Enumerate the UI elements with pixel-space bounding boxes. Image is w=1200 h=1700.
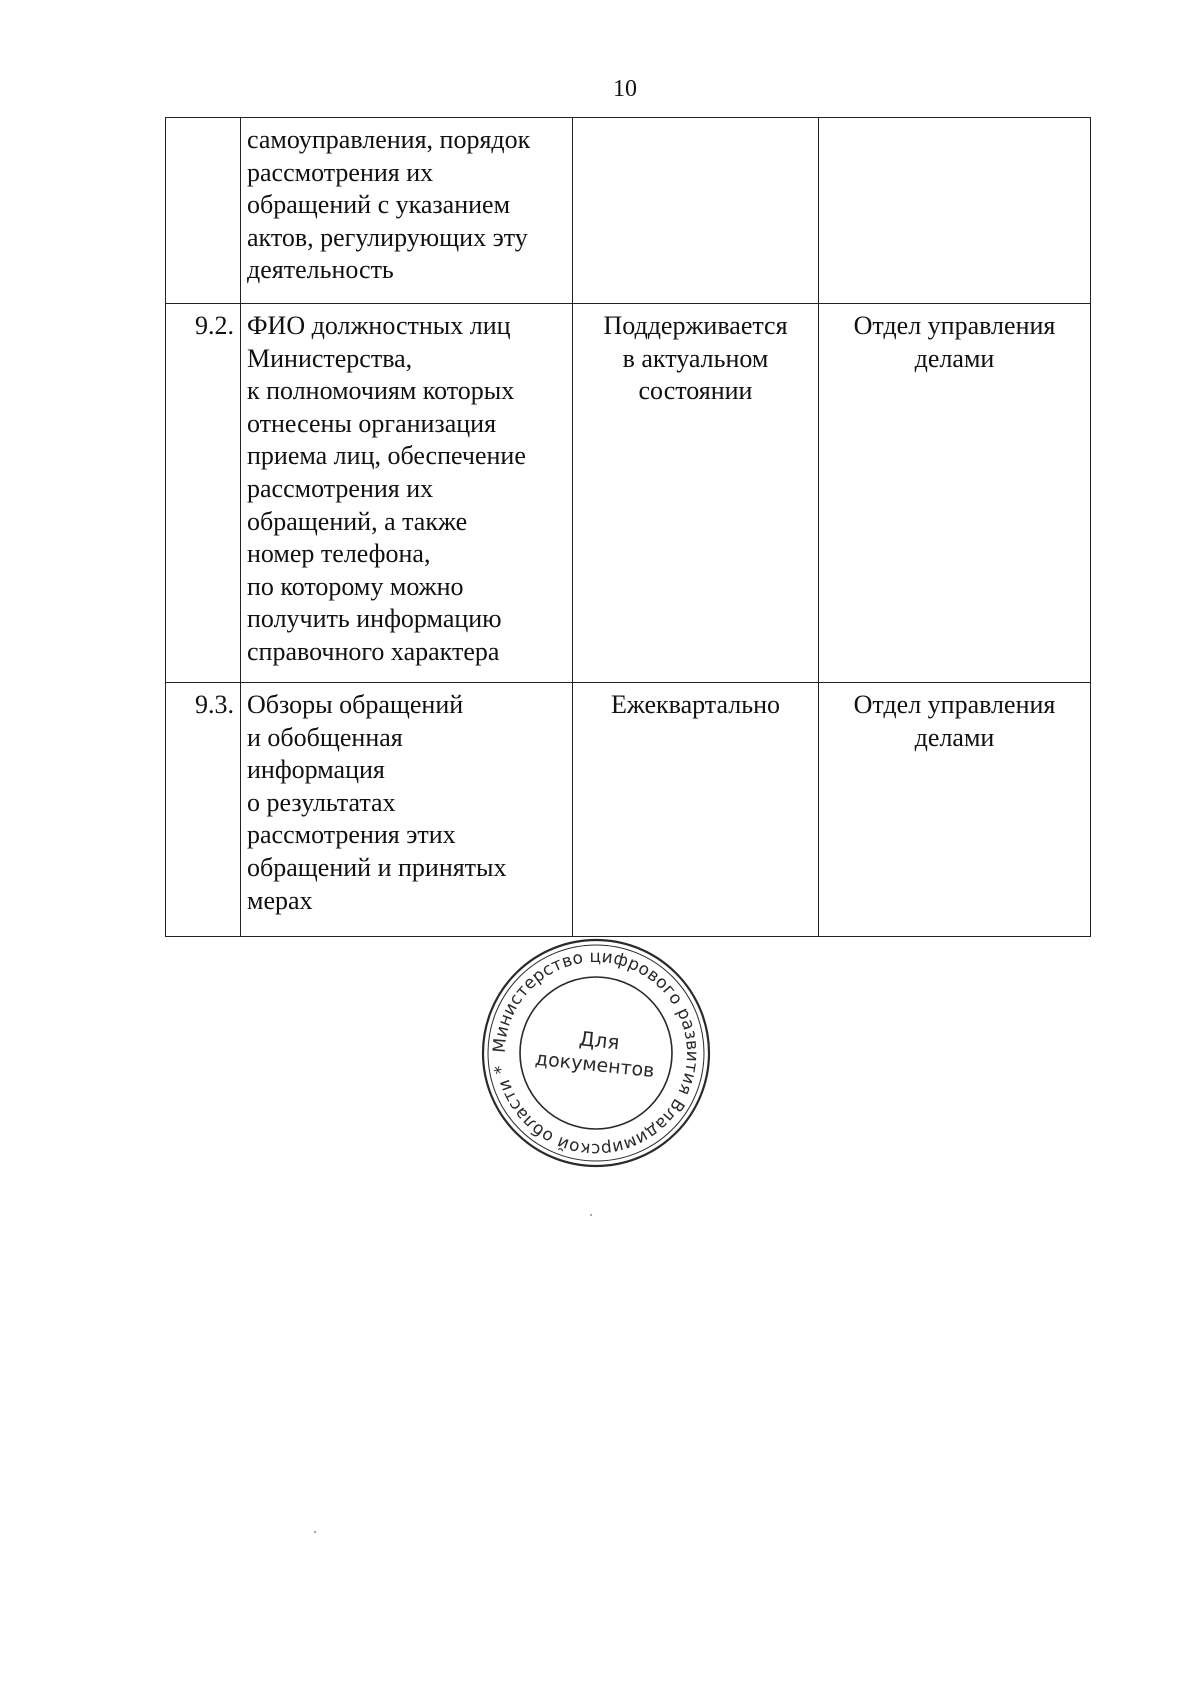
frequency-line: Поддерживается xyxy=(603,311,788,340)
responsible-cell xyxy=(819,118,1091,304)
content-line: самоуправления, порядок xyxy=(247,125,531,154)
frequency-cell xyxy=(573,683,819,937)
responsible-line: делами xyxy=(914,722,995,752)
row-number-cell: 9.2. xyxy=(166,304,241,683)
content-line: рассмотрения их xyxy=(247,473,434,503)
stamp-seal-icon xyxy=(480,937,712,1169)
content-line: к полномочиям которых xyxy=(247,376,515,406)
content-line: и обобщенная xyxy=(247,722,403,752)
content-line: Обзоры обращений xyxy=(247,690,464,719)
stamp-outer-ring xyxy=(483,940,709,1166)
content-line: о результатах xyxy=(247,787,396,817)
table-row xyxy=(166,683,1091,937)
content-line: рассмотрения их xyxy=(247,157,434,187)
page-number: 10 xyxy=(613,76,637,102)
stamp-center-line1: Для xyxy=(577,1026,621,1055)
scan-speck xyxy=(590,1214,592,1216)
content-line: мерах xyxy=(247,885,313,915)
frequency-cell xyxy=(573,304,819,683)
content-line: по которому можно xyxy=(247,571,464,601)
content-cell xyxy=(241,118,573,304)
content-line: приема лиц, обеспечение xyxy=(247,441,526,471)
stamp-center-line2: документов xyxy=(534,1047,656,1083)
responsible-cell xyxy=(819,304,1091,683)
stamp-ring-text: Министерство цифрового развития Владимирской области * xyxy=(489,946,703,1160)
official-stamp xyxy=(480,937,712,1169)
content-cell xyxy=(241,304,573,683)
content-line: ФИО должностных лиц xyxy=(247,311,511,340)
content-line: справочного характера xyxy=(247,636,500,666)
document-table xyxy=(165,117,1091,937)
responsible-line: делами xyxy=(914,343,995,373)
content-line: обращений с указанием xyxy=(247,190,511,220)
frequency-line: в актуальном xyxy=(622,343,769,373)
responsible-line: Отдел управления xyxy=(853,690,1056,719)
table-body xyxy=(166,118,1091,937)
frequency-cell xyxy=(573,118,819,304)
responsible-line: Отдел управления xyxy=(853,311,1056,340)
content-line: обращений и принятых xyxy=(247,852,507,882)
content-line: получить информацию xyxy=(247,604,502,634)
frequency-line: состоянии xyxy=(638,376,753,406)
content-line: номер телефона, xyxy=(247,539,431,569)
content-line: информация xyxy=(247,755,385,785)
content-line: актов, регулирующих эту xyxy=(247,222,528,252)
row-number-cell: 9.3. xyxy=(166,683,241,937)
table-row xyxy=(166,118,1091,304)
row-number-cell xyxy=(166,118,241,304)
content-line: рассмотрения этих xyxy=(247,820,456,850)
content-line: отнесены организация xyxy=(247,408,497,438)
content-line: обращений, а также xyxy=(247,506,468,536)
responsible-cell xyxy=(819,683,1091,937)
content-cell xyxy=(241,683,573,937)
table-row xyxy=(166,304,1091,683)
content-line: деятельность xyxy=(247,255,394,285)
frequency-line: Ежеквартально xyxy=(611,690,780,719)
content-line: Министерства, xyxy=(247,343,413,373)
scan-speck xyxy=(314,1531,316,1533)
